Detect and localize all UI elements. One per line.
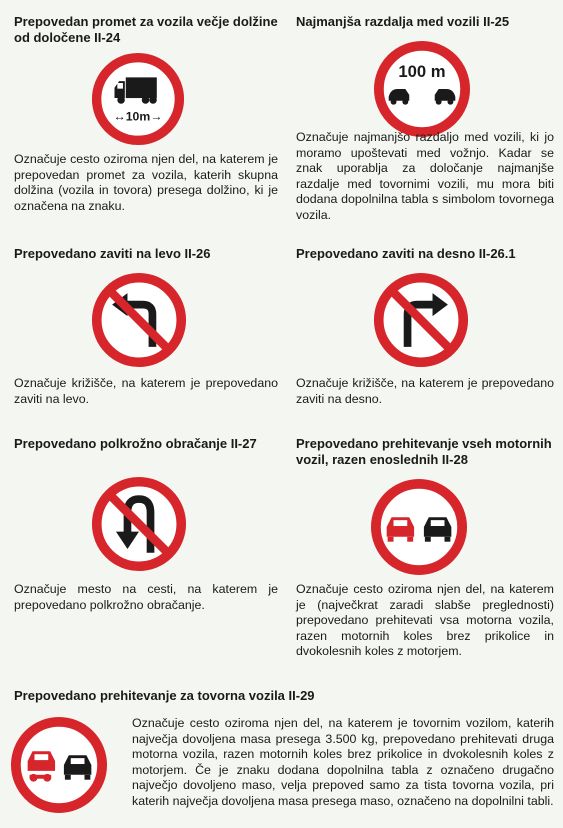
sign-desc-wrap — [296, 376, 554, 407]
sign-length-label: ↔10m→ — [113, 109, 163, 124]
sign-desc-wrap — [132, 716, 554, 810]
no-right-turn-icon — [373, 272, 469, 368]
sign-desc-wrap — [296, 130, 554, 224]
sign-desc-wrap — [296, 582, 554, 660]
sign-description: Označuje križišče, na katerem je prepovedano zaviti na desno. — [296, 376, 554, 406]
sign-description: Označuje cesto oziroma njen del, na katerem je prepovedan promet za vozila, katerih skupna dolžina (vozila in tovora) presega dolžino, ki je označena na znaku. — [14, 152, 278, 213]
sign-description: Označuje najmanjšo razdaljo med vozili, ki jo moramo upoštevati med vožnjo. Kadar se znak uporablja za določanje najmanjše razdalje med tovornimi vozili, mu mora biti dodana dopolnilna tabla s simbolom tovornega vozila. — [296, 130, 554, 222]
no-u-turn-icon — [91, 476, 187, 572]
sign-section-ii-26-1 — [296, 246, 554, 262]
sign-description: Označuje mesto na cesti, na katerem je prepovedano polkrožno obračanje. — [14, 582, 278, 612]
no-overtaking-icon — [370, 478, 468, 576]
no-left-turn-icon — [91, 272, 187, 368]
sign-distance-label: 100 m — [398, 62, 446, 82]
sign-title: Prepovedan promet za vozila večje dolžine od določene II-24 — [14, 14, 278, 45]
sign-desc-wrap — [14, 376, 278, 407]
sign-desc-wrap — [14, 152, 278, 214]
sign-section-ii-27 — [14, 436, 278, 452]
sign-title: Prepovedano zaviti na desno II-26.1 — [296, 246, 516, 261]
sign-section-ii-26 — [14, 246, 278, 262]
minimum-distance-icon — [373, 40, 471, 138]
sign-title: Najmanjša razdalja med vozili II-25 — [296, 14, 510, 29]
sign-section-ii-24 — [14, 14, 278, 46]
sign-section-ii-29 — [14, 688, 554, 704]
truck-length-icon — [91, 52, 185, 146]
sign-section-ii-25 — [296, 14, 554, 30]
no-overtaking-trucks-icon — [10, 716, 108, 814]
sign-title: Prepovedano polkrožno obračanje II-27 — [14, 436, 257, 451]
sign-description: Označuje križišče, na katerem je prepovedano zaviti na levo. — [14, 376, 278, 406]
sign-description: Označuje cesto oziroma njen del, na katerem je (največkrat zaradi slabše preglednosti) prepovedano prehitevati vsa motorna vozila, razen motornih koles brez prikolice in dvokolesnih koles z motorjem. — [296, 582, 554, 659]
sign-description: Označuje cesto oziroma njen del, na katerem je tovornim vozilom, katerih največja dovoljena masa presega 3.500 kg, prepovedano prehitevati druga motorna vozila, razen motornih koles brez prikolice in dvokolesnih koles z motorjem. Če je znaku dodana dopolnilna tabla z označeno drugačno največjo dovoljeno maso, velja prepoved samo za tista tovorna vozila, pri katerih največja dovoljena masa presega maso, označeno na dopolnilni tabli. — [132, 716, 554, 808]
sign-title: Prepovedano prehitevanje za tovorna vozila II-29 — [14, 688, 315, 703]
sign-desc-wrap — [14, 582, 278, 613]
sign-section-ii-28 — [296, 436, 554, 468]
sign-title: Prepovedano prehitevanje vseh motornih vozil, razen enoslednih II-28 — [296, 436, 552, 467]
sign-title: Prepovedano zaviti na levo II-26 — [14, 246, 211, 261]
